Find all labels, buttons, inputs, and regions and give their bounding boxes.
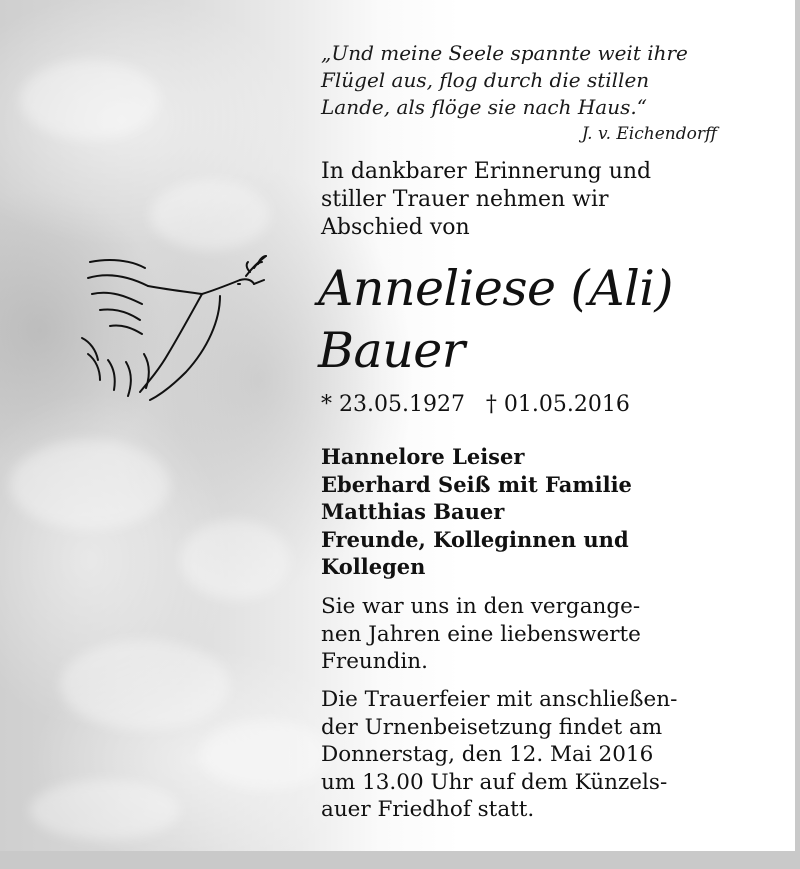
mourner-entry: Eberhard Seiß mit Familie bbox=[321, 471, 632, 497]
intro-text bbox=[321, 158, 741, 242]
epigraph-quote bbox=[321, 40, 731, 148]
intro-line: stiller Trauer nehmen wir bbox=[321, 187, 609, 212]
tribute-line: nen Jahren eine liebenswerte bbox=[321, 621, 641, 647]
quote-attribution: J. v. Eichendorff bbox=[581, 124, 717, 144]
funeral-line: um 13.00 Uhr auf dem Künzels- bbox=[321, 769, 668, 795]
tribute-line: Freundin. bbox=[321, 649, 428, 674]
quote-line: Lande, als flöge sie nach Haus.“ bbox=[321, 95, 647, 119]
quote-line: Flügel aus, flog durch die stillen bbox=[321, 68, 650, 92]
intro-line: In dankbarer Erinnerung und bbox=[321, 159, 652, 184]
intro-line: Abschied von bbox=[321, 215, 470, 240]
funeral-line: auer Friedhof statt. bbox=[321, 797, 535, 822]
mourner-entry: Freunde, Kolleginnen und bbox=[321, 526, 629, 552]
mourners-list bbox=[321, 443, 761, 581]
funeral-paragraph bbox=[321, 686, 761, 824]
mourner-entry: Matthias Bauer bbox=[321, 499, 505, 524]
funeral-line: Die Trauerfeier mit anschließen- bbox=[321, 687, 678, 712]
tribute-paragraph bbox=[321, 593, 761, 676]
mourner-entry: Kollegen bbox=[321, 554, 426, 579]
tribute-line: Sie war uns in den vergange- bbox=[321, 594, 641, 619]
funeral-line: Donnerstag, den 12. Mai 2016 bbox=[321, 742, 654, 767]
quote-line: „Und meine Seele spannte weit ihre bbox=[321, 41, 688, 65]
deceased-name-line-2: Bauer bbox=[318, 322, 465, 379]
deceased-name-line-1: Anneliese (Ali) bbox=[318, 260, 674, 317]
dove-with-olive-branch-icon bbox=[70, 250, 280, 410]
mourner-entry: Hannelore Leiser bbox=[321, 444, 525, 469]
deceased-name bbox=[318, 258, 788, 382]
funeral-line: der Urnenbeisetzung findet am bbox=[321, 714, 663, 740]
life-dates: * 23.05.1927 † 01.05.2016 bbox=[321, 392, 630, 417]
